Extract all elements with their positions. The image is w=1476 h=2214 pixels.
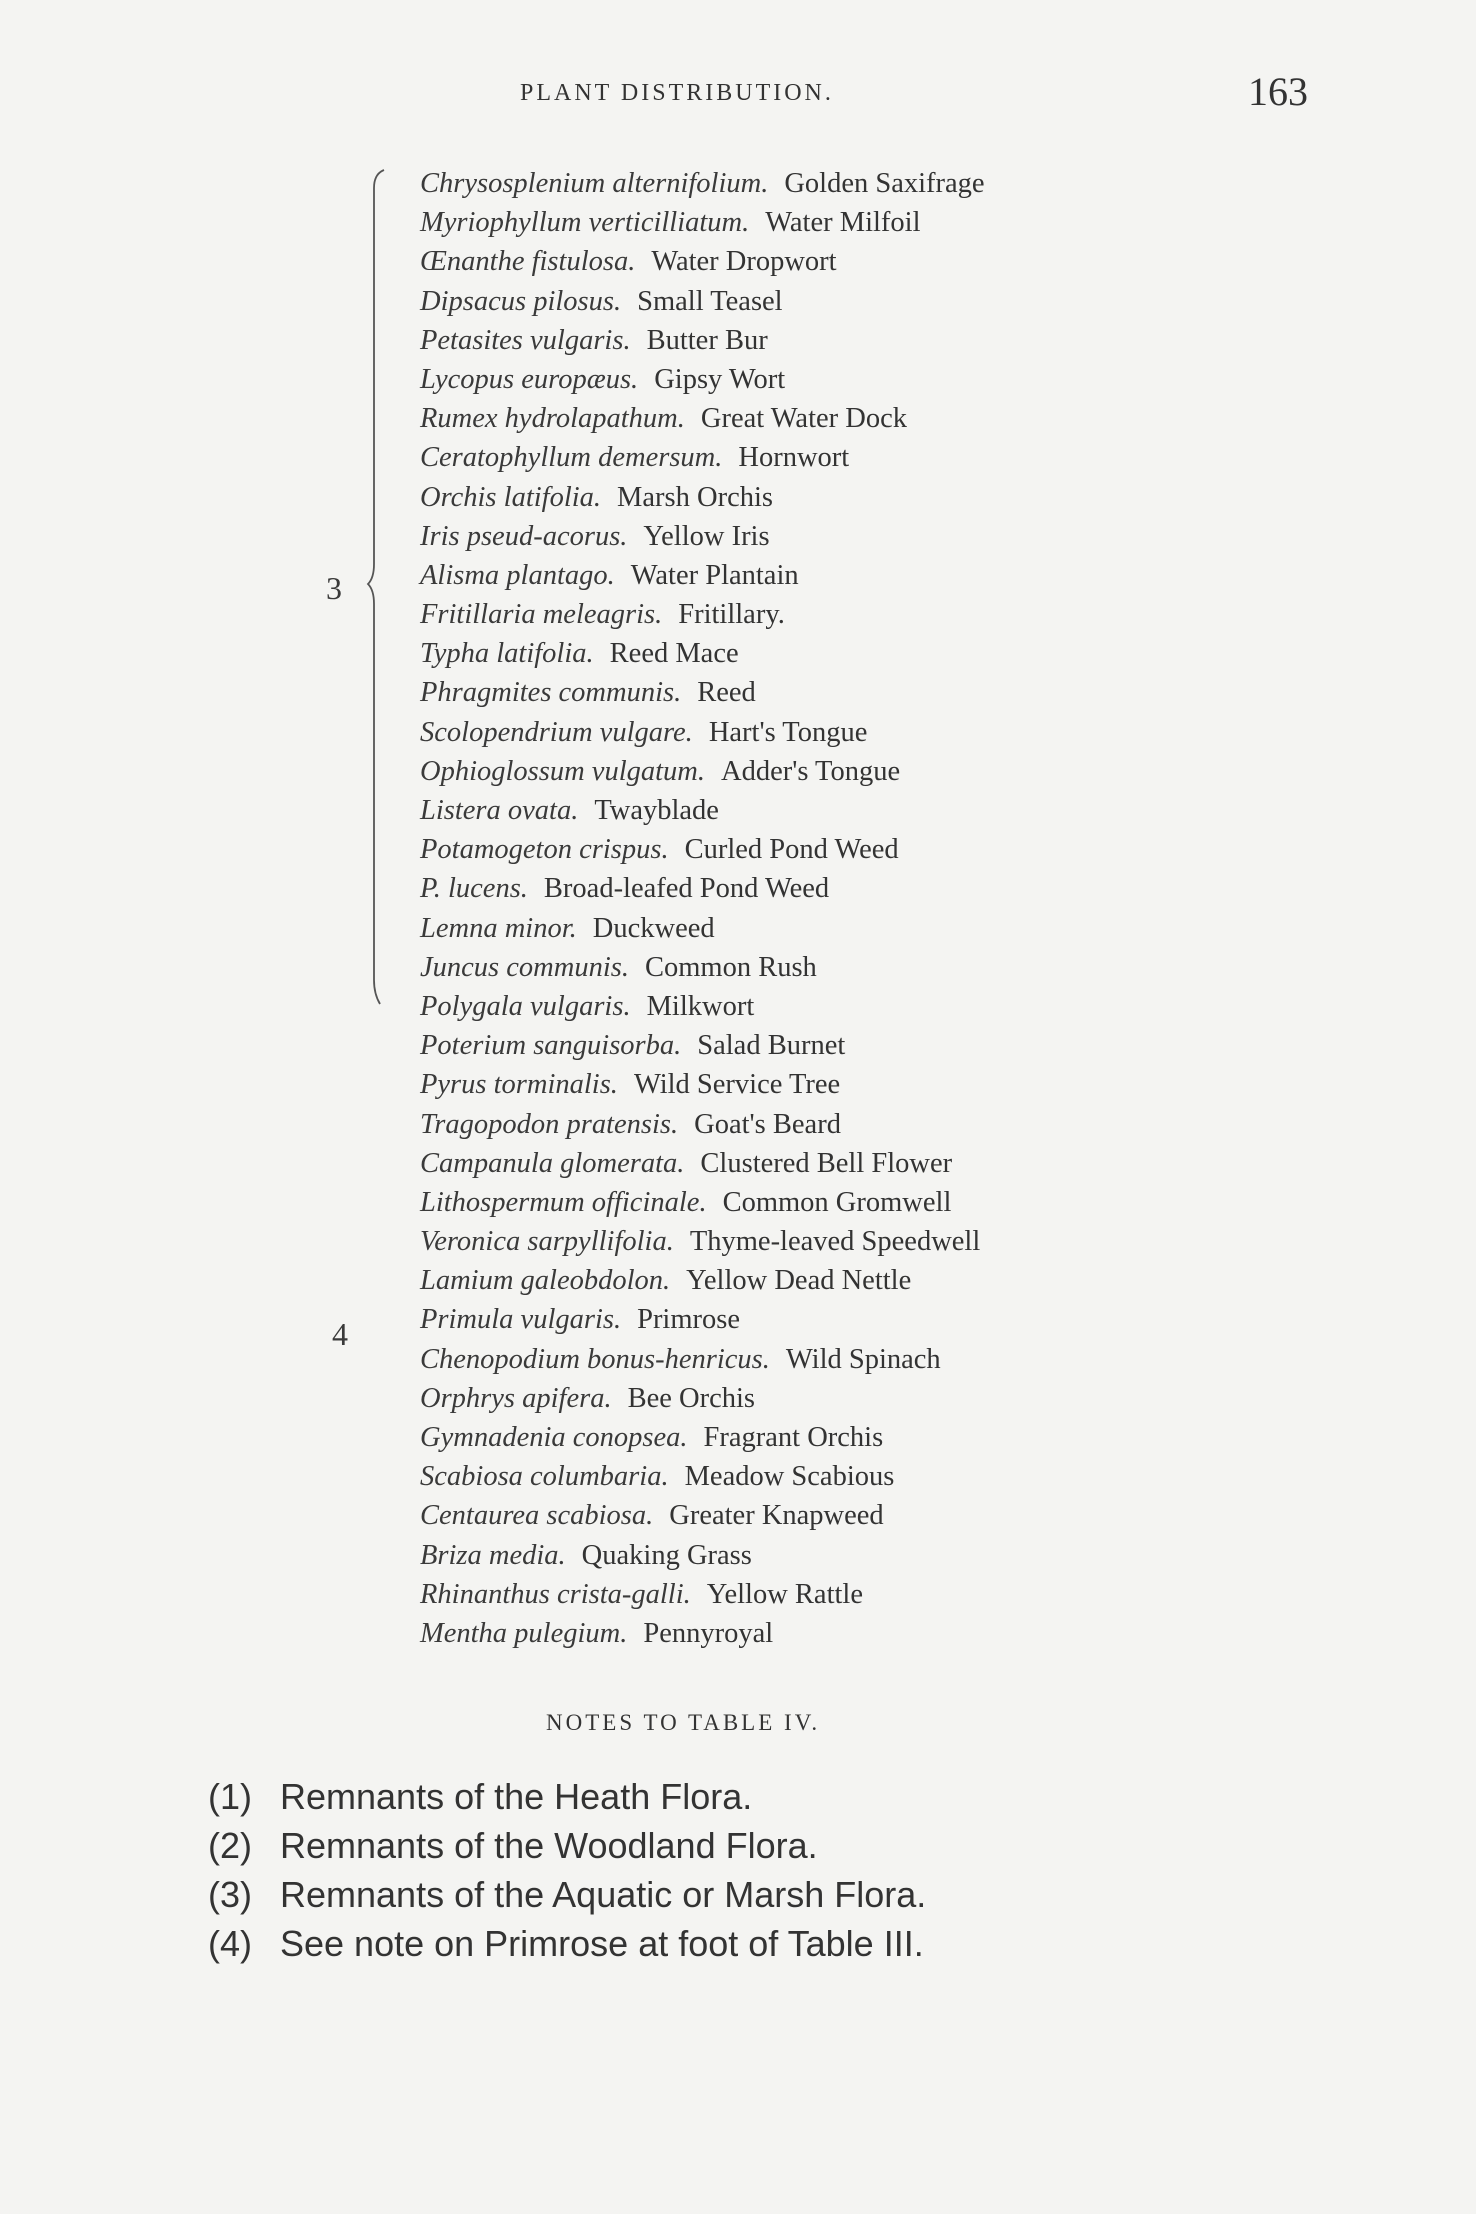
latin-name: Potamogeton crispus.: [420, 834, 669, 866]
plant-row: [420, 1496, 1180, 1535]
latin-name: Lycopus europæus.: [420, 363, 639, 395]
common-name: Broad-leafed Pond Weed: [543, 873, 830, 905]
common-name: Yellow Dead Nettle: [686, 1265, 912, 1297]
notes-list: [208, 1772, 1208, 1968]
plant-row: [420, 1183, 1180, 1222]
latin-name: Ophioglossum vulgatum.: [420, 755, 705, 787]
plant-row: [420, 1144, 1180, 1183]
latin-name: Mentha pulegium.: [420, 1617, 628, 1649]
plant-row: [420, 673, 1180, 712]
latin-name: Iris pseud-acorus.: [420, 520, 628, 552]
latin-name: Polygala vulgaris.: [420, 990, 631, 1022]
common-name: Clustered Bell Flower: [700, 1147, 953, 1179]
plant-row: [420, 517, 1180, 556]
group-3-label: 3: [326, 570, 342, 606]
plant-row: [420, 752, 1180, 791]
common-name: Hornwort: [738, 442, 850, 474]
latin-name: Orphrys apifera.: [420, 1382, 612, 1414]
common-name: Greater Knapweed: [669, 1500, 884, 1532]
latin-name: Lamium galeobdolon.: [420, 1265, 671, 1297]
latin-name: Lithospermum officinale.: [420, 1186, 707, 1218]
latin-name: Ceratophyllum demersum.: [420, 442, 723, 474]
common-name: Hart's Tongue: [708, 716, 868, 748]
plant-row: [420, 1065, 1180, 1104]
common-name: Wild Spinach: [785, 1343, 941, 1375]
note-item: [208, 1821, 1208, 1870]
plant-row: [420, 1105, 1180, 1144]
latin-name: P. lucens.: [420, 873, 528, 905]
latin-name: Tragopodon pratensis.: [420, 1108, 679, 1140]
plant-row: [420, 164, 1180, 203]
latin-name: Pyrus torminalis.: [420, 1069, 618, 1101]
common-name: Goat's Beard: [694, 1108, 841, 1140]
common-name: Reed: [697, 677, 756, 709]
plant-row: [420, 830, 1180, 869]
latin-name: Lemna minor.: [420, 912, 577, 944]
common-name: Thyme-leaved Speedwell: [689, 1226, 981, 1258]
plant-row: [420, 948, 1180, 987]
common-name: Water Milfoil: [765, 207, 921, 239]
latin-name: Chrysosplenium alternifolium.: [420, 168, 769, 199]
plant-row: [420, 1614, 1180, 1653]
common-name: Water Plantain: [630, 559, 799, 591]
common-name: Great Water Dock: [700, 403, 907, 435]
plant-row: [420, 399, 1180, 438]
common-name: Salad Burnet: [697, 1030, 846, 1062]
common-name: Fragrant Orchis: [703, 1422, 884, 1453]
common-name: Pennyroyal: [643, 1617, 774, 1649]
latin-name: Scabiosa columbaria.: [420, 1461, 669, 1493]
common-name: Milkwort: [646, 990, 755, 1022]
common-name: Bee Orchis: [627, 1382, 756, 1414]
plant-list: [420, 164, 1180, 1653]
common-name: Common Gromwell: [722, 1186, 952, 1218]
note-item: [208, 1919, 1208, 1968]
note-text: Remnants of the Heath Flora.: [280, 1776, 753, 1817]
common-name: Meadow Scabious: [684, 1461, 895, 1493]
common-name: Small Teasel: [637, 285, 783, 317]
note-text: Remnants of the Aquatic or Marsh Flora.: [280, 1874, 927, 1915]
latin-name: Poterium sanguisorba.: [420, 1030, 682, 1062]
plant-row: [420, 634, 1180, 673]
plant-row: [420, 1340, 1180, 1379]
notes-heading: NOTES TO TABLE IV.: [546, 1710, 821, 1735]
latin-name: Chenopodium bonus-henricus.: [420, 1343, 770, 1375]
latin-name: Petasites vulgaris.: [420, 324, 631, 356]
common-name: Reed Mace: [609, 638, 739, 670]
latin-name: Centaurea scabiosa.: [420, 1500, 654, 1532]
latin-name: Juncus communis.: [420, 951, 629, 983]
latin-name: Phragmites communis.: [420, 677, 682, 709]
common-name: Yellow Rattle: [706, 1578, 863, 1610]
plant-row: [420, 595, 1180, 634]
plant-row: [420, 987, 1180, 1026]
common-name: Adder's Tongue: [721, 755, 901, 787]
latin-name: Rhinanthus crista-galli.: [420, 1578, 691, 1610]
note-item: [208, 1772, 1208, 1821]
note-number: (1): [208, 1776, 252, 1817]
common-name: Fritillary.: [678, 599, 785, 631]
plant-row: [420, 478, 1180, 517]
plant-row: [420, 713, 1180, 752]
plant-row: [420, 869, 1180, 908]
latin-name: Œnanthe fistulosa.: [420, 246, 636, 278]
common-name: Twayblade: [594, 795, 719, 826]
common-name: Golden Saxifrage: [784, 168, 985, 199]
plant-row: [420, 909, 1180, 948]
plant-row: [420, 321, 1180, 360]
latin-name: Rumex hydrolapathum.: [420, 403, 685, 435]
latin-name: Fritillaria meleagris.: [420, 599, 663, 631]
common-name: Water Dropwort: [651, 246, 837, 278]
latin-name: Primula vulgaris.: [420, 1304, 622, 1336]
common-name: Wild Service Tree: [633, 1069, 841, 1101]
common-name: Primrose: [637, 1304, 741, 1336]
plant-row: [420, 242, 1180, 281]
plant-row: [420, 1300, 1180, 1339]
latin-name: Myriophyllum verticilliatum.: [420, 207, 750, 239]
common-name: Common Rush: [644, 951, 817, 983]
plant-row: [420, 1222, 1180, 1261]
plant-row: [420, 360, 1180, 399]
common-name: Gipsy Wort: [654, 363, 786, 395]
latin-name: Scolopendrium vulgare.: [420, 716, 693, 748]
plant-row: [420, 282, 1180, 321]
plant-row: [420, 1575, 1180, 1614]
plant-row: [420, 1536, 1180, 1575]
page-number: 163: [1248, 69, 1308, 114]
latin-name: Listera ovata.: [420, 795, 579, 826]
latin-name: Typha latifolia.: [420, 638, 594, 670]
note-text: Remnants of the Woodland Flora.: [280, 1825, 818, 1866]
common-name: Yellow Iris: [643, 520, 770, 552]
common-name: Curled Pond Weed: [684, 834, 899, 866]
latin-name: Dipsacus pilosus.: [420, 285, 622, 317]
note-number: (4): [208, 1923, 252, 1964]
plant-row: [420, 1261, 1180, 1300]
note-item: [208, 1870, 1208, 1919]
plant-row: [420, 1457, 1180, 1496]
latin-name: Alisma plantago.: [420, 559, 615, 591]
plant-row: [420, 203, 1180, 242]
latin-name: Orchis latifolia.: [420, 481, 602, 513]
plant-row: [420, 1418, 1180, 1457]
group-4-label: 4: [332, 1316, 348, 1352]
plant-row: [420, 556, 1180, 595]
plant-row: [420, 1379, 1180, 1418]
plant-row: [420, 1026, 1180, 1065]
common-name: Marsh Orchis: [617, 481, 773, 513]
running-head: PLANT DISTRIBUTION.: [520, 80, 834, 106]
latin-name: Campanula glomerata.: [420, 1147, 685, 1179]
note-number: (2): [208, 1825, 252, 1866]
common-name: Duckweed: [592, 912, 715, 944]
latin-name: Gymnadenia conopsea.: [420, 1422, 688, 1453]
note-text: See note on Primrose at foot of Table III.: [280, 1923, 924, 1964]
common-name: Quaking Grass: [581, 1539, 752, 1571]
common-name: Butter Bur: [646, 324, 768, 356]
latin-name: Veronica sarpyllifolia.: [420, 1226, 674, 1258]
group-3-bracket: [366, 168, 396, 1018]
latin-name: Briza media.: [420, 1539, 566, 1571]
note-number: (3): [208, 1874, 252, 1915]
plant-row: [420, 791, 1180, 830]
plant-row: [420, 438, 1180, 477]
